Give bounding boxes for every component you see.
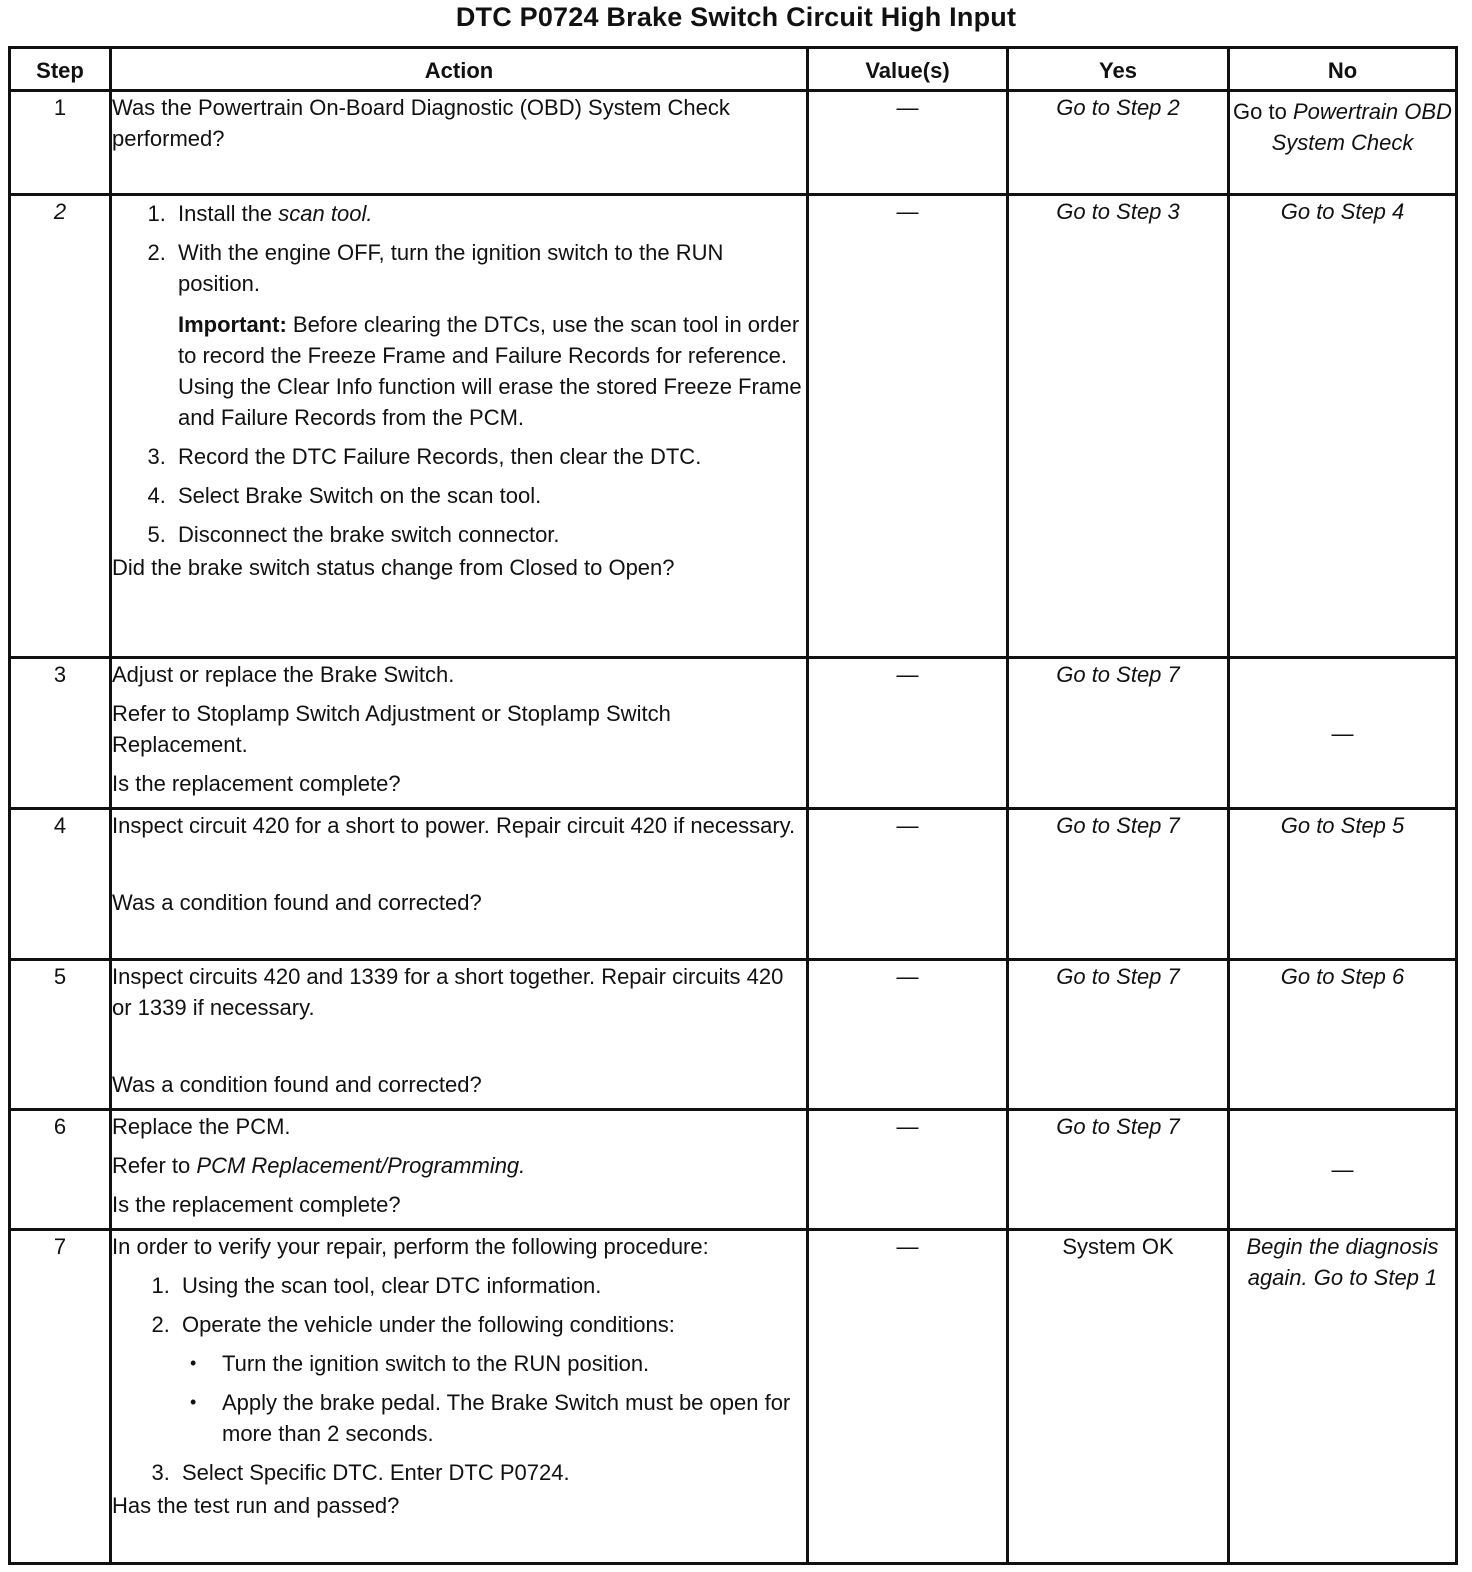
step-number: 1 (10, 91, 111, 195)
no-dash: — (1331, 720, 1354, 746)
step-number-italic: 2 (53, 199, 67, 224)
action-cell (111, 195, 808, 658)
no-cell: Go to Step 4 (1229, 195, 1457, 658)
action-cell (111, 960, 808, 1110)
value-cell (808, 809, 1008, 960)
procedure-step (176, 1309, 806, 1449)
action-cell (111, 91, 808, 195)
table-row (10, 960, 1457, 1110)
header-yes: Yes (1008, 48, 1229, 91)
value-dash: — (896, 95, 919, 120)
procedure-step-text: Install the (178, 201, 273, 226)
no-cell (1229, 91, 1457, 195)
step-number: 3 (10, 658, 111, 809)
action-question: Was a condition found and corrected? (112, 1072, 482, 1097)
procedure-step-italic: scan tool. (278, 201, 373, 226)
action-text: In order to verify your repair, perform the following procedure: (112, 1234, 709, 1259)
header-values: Value(s) (808, 48, 1008, 91)
value-dash: — (896, 1234, 919, 1259)
step-number: 6 (10, 1110, 111, 1230)
procedure-list (112, 1270, 806, 1488)
action-text (112, 1150, 806, 1181)
procedure-step: 4. Select Brake Switch on the scan tool. (172, 480, 806, 511)
step-number: 5 (10, 960, 111, 1110)
header-step: Step (10, 48, 111, 91)
value-cell (808, 960, 1008, 1110)
table-row (10, 658, 1457, 809)
action-question: Was the Powertrain On-Board Diagnostic (OBD) System Check performed? (112, 95, 730, 151)
procedure-step: 1. Using the scan tool, clear DTC information. (176, 1270, 806, 1301)
table-header-row (10, 48, 1457, 91)
action-text: Refer to Stoplamp Switch Adjustment or Stoplamp Switch Replacement. (112, 701, 671, 757)
table-row (10, 91, 1457, 195)
action-cell (111, 1110, 808, 1230)
action-cell (111, 658, 808, 809)
important-text: Before clearing the DTCs, use the scan tool in order to record the Freeze Frame and Failure Records for reference. Using the Clear Info function will erase the stored Freeze Frame and Failure Records from the PCM. (178, 312, 802, 430)
no-dash: — (1331, 1157, 1354, 1182)
yes-cell (1008, 1230, 1229, 1564)
action-question: Was a condition found and corrected? (112, 890, 482, 915)
value-cell (808, 195, 1008, 658)
procedure-step-text: Operate the vehicle under the following conditions: (182, 1312, 675, 1337)
value-dash: — (896, 662, 919, 687)
yes-cell: Go to Step 7 (1008, 960, 1229, 1110)
yes-cell: Go to Step 7 (1008, 1110, 1229, 1230)
condition-item: • Apply the brake pedal. The Brake Switch must be open for more than 2 seconds. (216, 1387, 806, 1449)
step-number (10, 195, 111, 658)
header-no: No (1229, 48, 1457, 91)
yes-cell: Go to Step 2 (1008, 91, 1229, 195)
value-dash: — (896, 813, 919, 838)
yes-cell: Go to Step 3 (1008, 195, 1229, 658)
action-text-prefix: Refer to (112, 1153, 191, 1178)
no-cell (1229, 1110, 1457, 1230)
table-row (10, 1110, 1457, 1230)
action-text: Adjust or replace the Brake Switch. (112, 662, 455, 687)
no-link: Powertrain OBD System Check (1271, 99, 1452, 155)
action-cell (111, 809, 808, 960)
value-dash: — (896, 199, 919, 224)
value-cell (808, 91, 1008, 195)
step-number: 7 (10, 1230, 111, 1564)
action-question: Is the replacement complete? (112, 771, 401, 796)
action-question: Has the test run and passed? (112, 1493, 400, 1518)
procedure-step (172, 198, 806, 229)
no-cell: Go to Step 6 (1229, 960, 1457, 1110)
value-cell (808, 658, 1008, 809)
value-cell (808, 1230, 1008, 1564)
action-text: Inspect circuits 420 and 1339 for a short together. Repair circuits 420 or 1339 if necessary. (112, 964, 784, 1020)
action-text: Inspect circuit 420 for a short to power. Repair circuit 420 if necessary. (112, 813, 796, 838)
yes-cell: Go to Step 7 (1008, 809, 1229, 960)
important-label: Important: (178, 312, 287, 337)
procedure-step: 2. With the engine OFF, turn the ignition switch to the RUN position. (172, 237, 806, 299)
action-question: Did the brake switch status change from Closed to Open? (112, 555, 675, 580)
procedure-step: 3. Select Specific DTC. Enter DTC P0724. (176, 1457, 806, 1488)
no-cell (1229, 658, 1457, 809)
action-cell (111, 1230, 808, 1564)
value-dash: — (896, 1114, 919, 1139)
table-row (10, 809, 1457, 960)
no-cell: Go to Step 5 (1229, 809, 1457, 960)
condition-list (182, 1348, 806, 1449)
action-question: Is the replacement complete? (112, 1192, 401, 1217)
action-text-italic: PCM Replacement/Programming. (196, 1153, 526, 1178)
page-title: DTC P0724 Brake Switch Circuit High Input (455, 2, 1017, 32)
action-text: Replace the PCM. (112, 1114, 291, 1139)
important-note (112, 309, 806, 433)
value-dash: — (896, 964, 919, 989)
procedure-list (112, 198, 806, 299)
procedure-list (112, 441, 806, 550)
yes-text: System OK (1062, 1234, 1174, 1259)
yes-cell: Go to Step 7 (1008, 658, 1229, 809)
header-action: Action (111, 48, 808, 91)
value-cell (808, 1110, 1008, 1230)
procedure-step: 5. Disconnect the brake switch connector. (172, 519, 806, 550)
no-cell: Begin the diagnosis again. Go to Step 1 (1229, 1230, 1457, 1564)
diagnostic-table (8, 46, 1458, 1565)
table-row (10, 195, 1457, 658)
step-number: 4 (10, 809, 111, 960)
condition-item: • Turn the ignition switch to the RUN position. (216, 1348, 806, 1379)
procedure-step: 3. Record the DTC Failure Records, then clear the DTC. (172, 441, 806, 472)
table-row (10, 1230, 1457, 1564)
no-prefix: Go to (1233, 99, 1287, 124)
